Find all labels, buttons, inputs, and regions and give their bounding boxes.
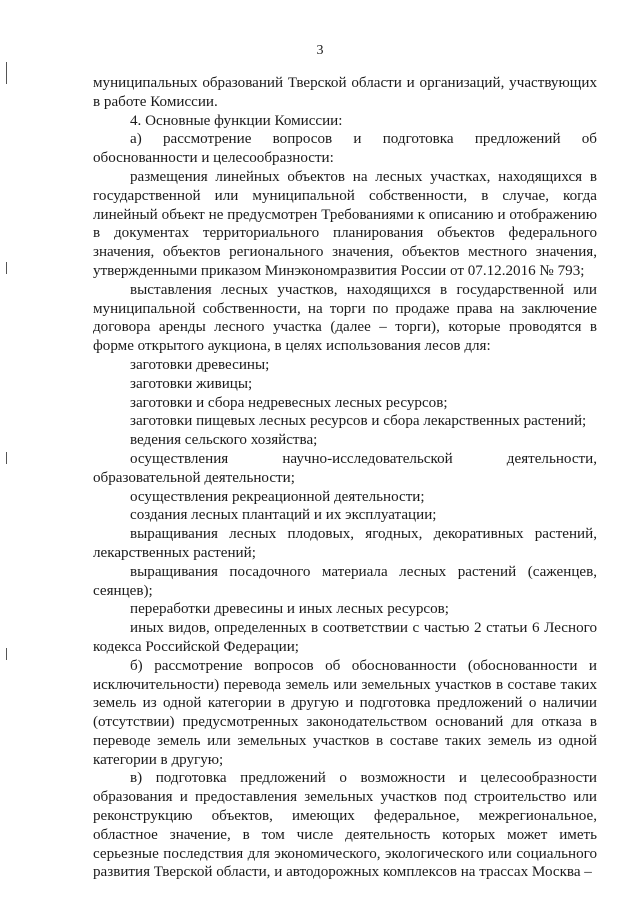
paragraph: ведения сельского хозяйства; [130, 432, 318, 449]
paragraph: переработки древесины и иных лесных ресурсов; [130, 601, 449, 618]
paragraph: создания лесных плантаций и их эксплуатации; [130, 507, 437, 524]
paragraph: в) подготовка предложений о возможности и целесообразности образования и предоставления земельных участков под строительство или реконструкцию объектов, имеющих федеральное, межрегиональное, областное значение, в том числе деятельность которых может иметь серьезные последствия для экономического, экологического или социального развития Тверской области, и автодорожных комплексов на трассах Москва – [93, 770, 597, 881]
scan-edge-mark [6, 648, 7, 660]
paragraph: заготовки древесины; [130, 356, 270, 373]
page-number: 3 [316, 43, 324, 58]
scan-edge-mark [6, 452, 7, 464]
scan-edge-mark [6, 62, 7, 84]
paragraph: б) рассмотрение вопросов об обоснованности (обоснованности и исключительности) перевода земель или земельных участков в составе таких земель из одной категории в другую и подготовка предложений о наличии (отсутствии) предусмотренных законодательством оснований для отказа в переводе земель или земельных участков в составе таких земель из одной категории в другую; [93, 657, 597, 768]
scan-edge-mark [6, 262, 7, 274]
paragraph: заготовки живицы; [130, 375, 253, 392]
paragraph: выращивания лесных плодовых, ягодных, декоративных растений, лекарственных растений; [93, 526, 597, 561]
paragraph: выращивания посадочного материала лесных растений (саженцев, сеянцев); [93, 563, 597, 599]
paragraph: муниципальных образований Тверской области и организаций, участвующих в работе Комиссии. [93, 75, 597, 110]
paragraph: размещения линейных объектов на лесных участках, находящихся в государственной или муниципальной собственности, в случае, когда линейный объект не предусмотрен Требованиями к описанию и отображению в документах территориального планирования объектов федерального значения, объектов регионального значения, объектов местного значения, утвержденными приказом Минэкономразвития России от 07.12.2016 № 793; [93, 168, 597, 279]
paragraph: иных видов, определенных в соответствии с частью 2 статьи 6 Лесного кодекса Российской Федерации; [93, 620, 597, 655]
paragraph: осуществления рекреационной деятельности; [130, 488, 425, 505]
paragraph: заготовки и сбора недревесных лесных ресурсов; [130, 394, 448, 411]
paragraph: 4. Основные функции Комиссии: [130, 112, 343, 129]
paragraph: а) рассмотрение вопросов и подготовка предложений об обоснованности и целесообразности: [93, 131, 597, 167]
paragraph: осуществления научно-исследовательской деятельности, образовательной деятельности; [93, 450, 597, 486]
paragraph: заготовки пищевых лесных ресурсов и сбора лекарственных растений; [130, 413, 587, 430]
document-body [93, 74, 597, 882]
paragraph: выставления лесных участков, находящихся в государственной или муниципальной собственности, на торги по продаже права на заключение договора аренды лесного участка (далее – торги), которые проводятся в форме открытого аукциона, в целях использования лесов для: [93, 281, 597, 355]
